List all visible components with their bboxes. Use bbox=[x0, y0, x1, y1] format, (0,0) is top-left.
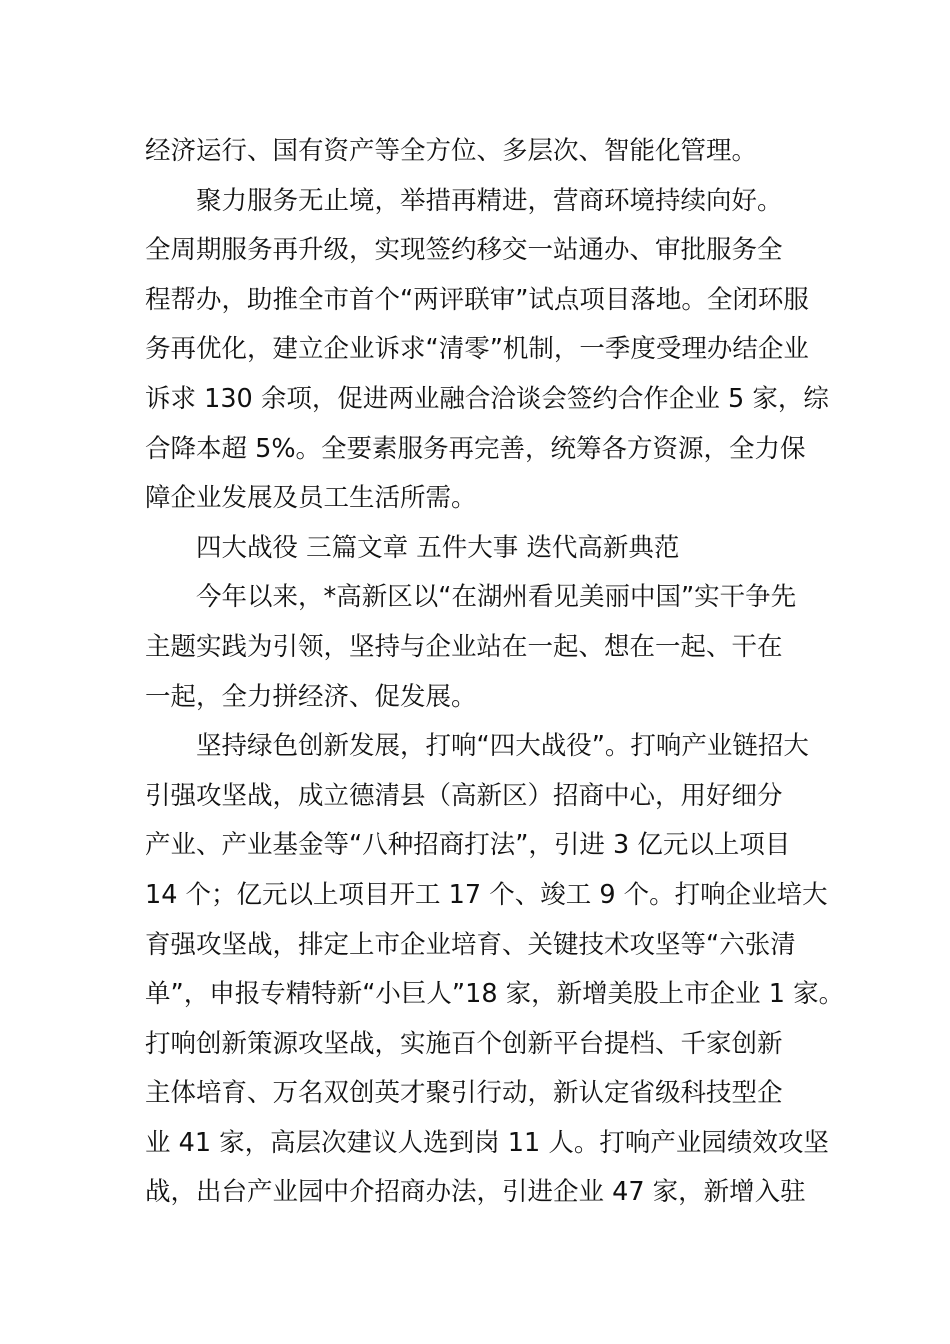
text-line: 业 41 家，高层次建议人选到岗 11 人。打响产业园绩效攻坚 bbox=[145, 1127, 829, 1158]
text-line: 全周期服务再升级，实现签约移交一站通办、审批服务全 bbox=[145, 235, 783, 266]
text-line: 引强攻坚战，成立德清县（高新区）招商中心，用好细分 bbox=[145, 780, 783, 811]
text-line: 程帮办，助推全市首个“两评联审”试点项目落地。全闭环服 bbox=[145, 284, 809, 315]
text-line: 14 个；亿元以上项目开工 17 个、竣工 9 个。打响企业培大 bbox=[145, 879, 828, 910]
text-line: 务再优化，建立企业诉求“清零”机制，一季度受理办结企业 bbox=[145, 334, 809, 365]
paragraph-start-line: 坚持绿色创新发展，打响“四大战役”。打响产业链招大 bbox=[196, 731, 809, 762]
text-line: 诉求 130 余项，促进两业融合洽谈会签约合作企业 5 家，综 bbox=[145, 383, 829, 414]
text-line: 打响创新策源攻坚战，实施百个创新平台提档、千家创新 bbox=[145, 1028, 783, 1059]
text-line: 合降本超 5%。全要素服务再完善，统筹各方资源，全力保 bbox=[145, 433, 806, 464]
text-line: 育强攻坚战，排定上市企业培育、关键技术攻坚等“六张清 bbox=[145, 929, 796, 960]
text-line: 障企业发展及员工生活所需。 bbox=[145, 483, 477, 514]
text-line: 主体培育、万名双创英才聚引行动，新认定省级科技型企 bbox=[145, 1078, 783, 1109]
paragraph-start-line: 今年以来，*高新区以“在湖州看见美丽中国”实干争先 bbox=[196, 582, 797, 613]
text-line: 一起，全力拼经济、促发展。 bbox=[145, 681, 477, 712]
text-line: 经济运行、国有资产等全方位、多层次、智能化管理。 bbox=[145, 136, 758, 166]
body-text bbox=[145, 127, 845, 1218]
text-line: 战，出台产业园中介招商办法，引进企业 47 家，新增入驻 bbox=[145, 1177, 806, 1208]
text-line: 单”，申报专精特新“小巨人”18 家，新增美股上市企业 1 家。 bbox=[145, 979, 845, 1010]
text-line: 产业、产业基金等“八种招商打法”，引进 3 亿元以上项目 bbox=[145, 830, 791, 861]
paragraph-start-line: 聚力服务无止境，举措再精进，营商环境持续向好。 bbox=[196, 185, 783, 216]
text-line: 主题实践为引领，坚持与企业站在一起、想在一起、干在 bbox=[145, 631, 783, 662]
section-heading: 四大战役 三篇文章 五件大事 迭代高新典范 bbox=[196, 532, 680, 563]
